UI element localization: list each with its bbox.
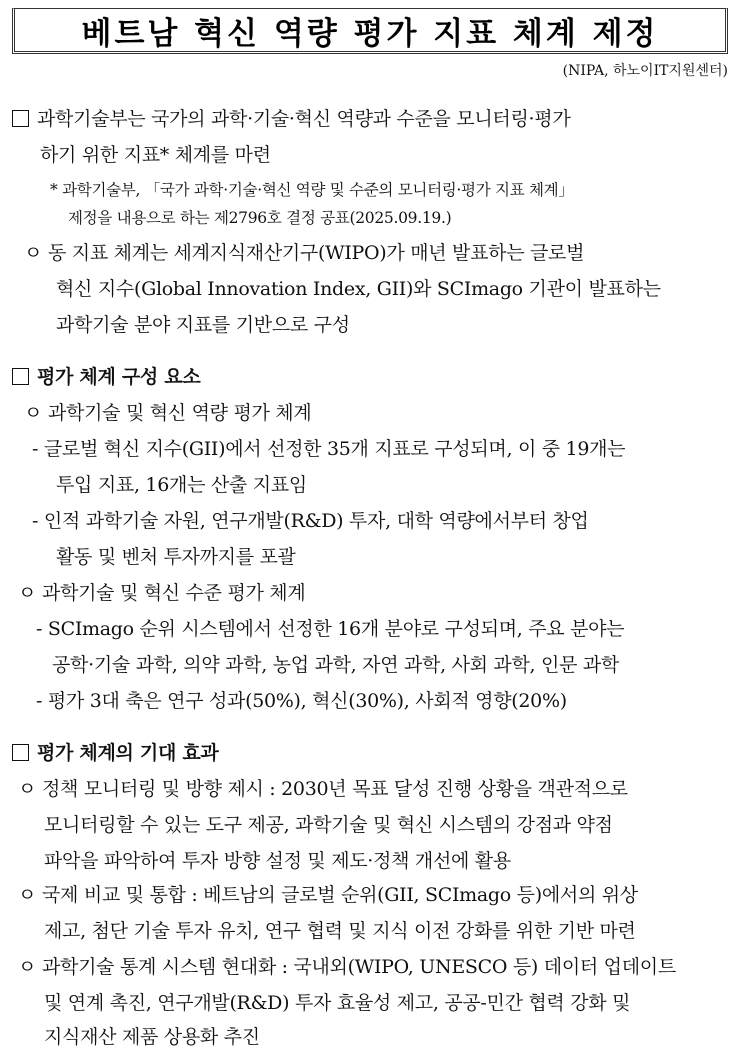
section1-item2-sub1-line-1: - SCImago 순위 시스템에서 선정한 16개 분야로 구성되며, 주요 분야는 (36, 618, 625, 640)
intro-bullet-line-3: 과학기술 분야 지표를 기반으로 구성 (56, 314, 350, 336)
section1-item1-sub2-line-1: - 인적 과학기술 자원, 연구개발(R&D) 투자, 대학 역량에서부터 창업 (32, 510, 589, 532)
intro-footnote-line-1: * 과학기술부, 「국가 과학·기술·혁신 역량 및 수준의 모니터링·평가 지표 체계」 (50, 181, 574, 199)
bullet-marker: ㅇ (24, 242, 43, 264)
section1-item1-sub1-line-2: 투입 지표, 16개는 산출 지표임 (56, 474, 307, 496)
section1-item2-sub2: - 평가 3대 축은 연구 성과(50%), 혁신(30%), 사회적 영향(20%) (36, 690, 567, 712)
section2-bullet-2-line-2: 제고, 첨단 기술 투자 유치, 연구 협력 및 지식 이전 강화를 위한 기반 마련 (44, 920, 636, 942)
bullet-marker: ㅇ (18, 884, 37, 906)
bullet-marker: ㅇ (18, 582, 37, 604)
section2-bullet-3-line-3: 지식재산 제품 상용화 추진 (44, 1026, 260, 1048)
intro-bullet-line-1: ㅇ 동 지표 체계는 세계지식재산기구(WIPO)가 매년 발표하는 글로벌 (24, 238, 730, 265)
section2-bullet-1-line-1: ㅇ 정책 모니터링 및 방향 제시 : 2030년 목표 달성 진행 상황을 객관적으로 (18, 774, 628, 801)
section1-item2-sub1-line-2: 공학·기술 과학, 의약 과학, 농업 과학, 자연 과학, 사회 과학, 인문 과학 (52, 654, 619, 676)
bullet-marker: ㅇ (24, 402, 43, 424)
section1-item1-sub2-line-2: 활동 및 벤처 투자까지를 포괄 (56, 546, 296, 568)
checkbox-square-icon (12, 368, 29, 385)
bullet-marker: ㅇ (18, 956, 37, 978)
section2-bullet-2-line-1: ㅇ 국제 비교 및 통합 : 베트남의 글로벌 순위(GII, SCImago 등)에서의 위상 (18, 880, 638, 907)
checkbox-square-icon (12, 744, 29, 761)
intro-line-1: 과학기술부는 국가의 과학·기술·혁신 역량과 수준을 모니터링·평가 (12, 104, 730, 131)
section-heading-components: 평가 체계 구성 요소 (12, 362, 200, 389)
checkbox-square-icon (12, 110, 29, 127)
intro-line-2: 하기 위한 지표* 체계를 마련 (40, 144, 271, 166)
section1-item-1: ㅇ 과학기술 및 혁신 역량 평가 체계 (24, 398, 311, 425)
section1-item-2: ㅇ 과학기술 및 혁신 수준 평가 체계 (18, 578, 305, 605)
section2-bullet-3-line-1: ㅇ 과학기술 통계 시스템 현대화 : 국내외(WIPO, UNESCO 등) 데이터 업데이트 (18, 952, 676, 979)
intro-footnote-line-2: 제정을 내용으로 하는 제2796호 결정 공표(2025.09.19.) (68, 209, 452, 227)
section1-item1-sub1-line-1: - 글로벌 혁신 지수(GII)에서 선정한 35개 지표로 구성되며, 이 중 19개는 (32, 438, 626, 460)
source-label: (NIPA, 하노이IT지원센터) (562, 63, 728, 79)
section-heading-effects: 평가 체계의 기대 효과 (12, 738, 218, 765)
section2-bullet-1-line-2: 모니터링할 수 있는 도구 제공, 과학기술 및 혁신 시스템의 강점과 약점 (44, 814, 613, 836)
section2-bullet-3-line-2: 및 연계 촉진, 연구개발(R&D) 투자 효율성 제고, 공공-민간 협력 강화 및 (44, 992, 631, 1014)
bullet-marker: ㅇ (18, 778, 37, 800)
title-box (12, 8, 728, 54)
document-title: 베트남 혁신 역량 평가 지표 체계 제정 (81, 15, 659, 52)
section2-bullet-1-line-3: 파악을 파악하여 투자 방향 설정 및 제도·정책 개선에 활용 (44, 850, 511, 872)
intro-bullet-line-2: 혁신 지수(Global Innovation Index, GII)와 SCImago 기관이 발표하는 (56, 278, 661, 300)
